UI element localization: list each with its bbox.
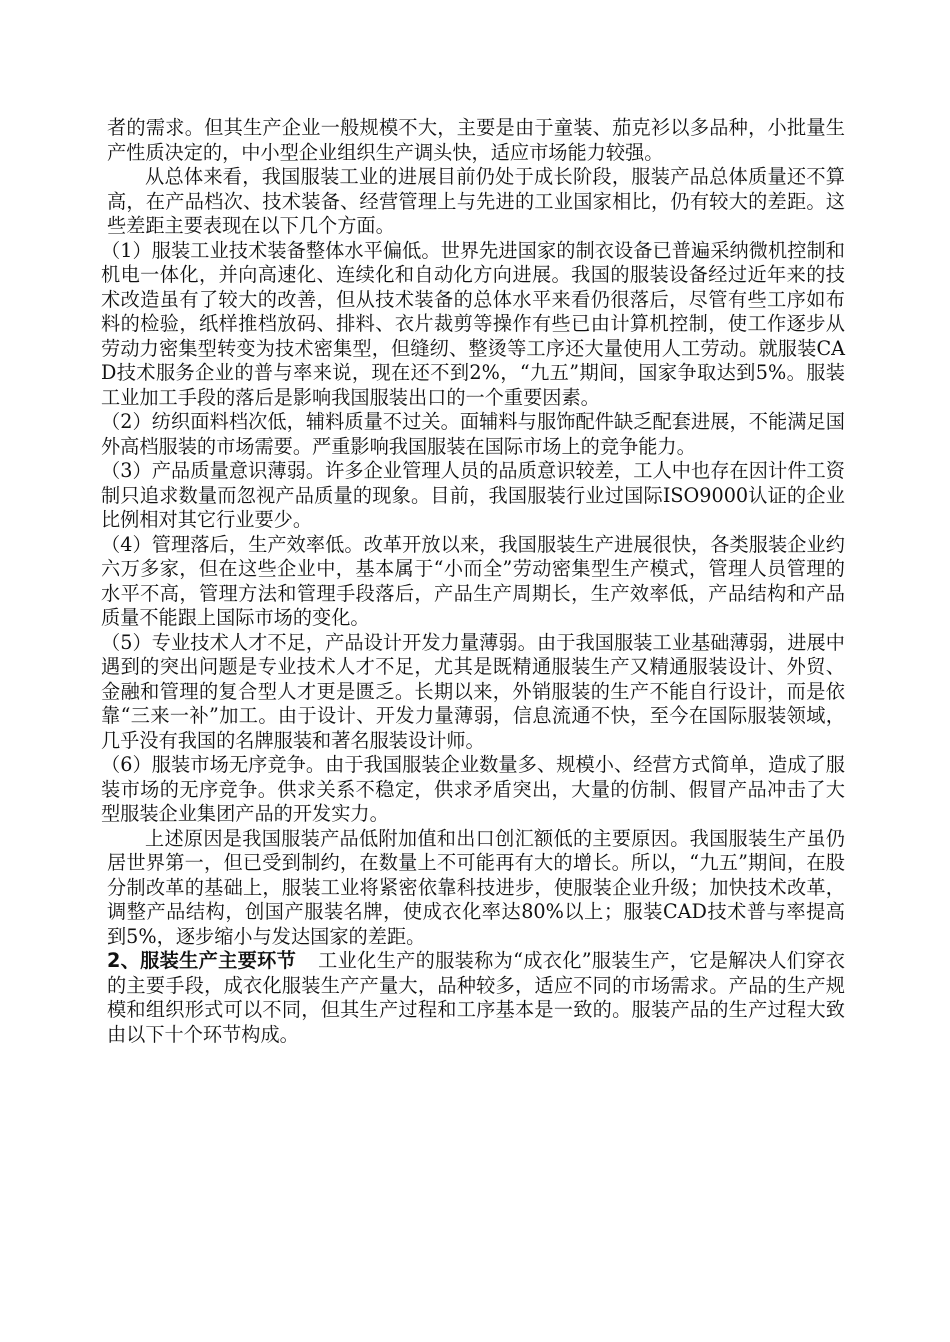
list-item-market: （6）服装市场无序竞争。由于我国服装企业数量多、规模小、经营方式简单，造成了服装市场的无序竞争。供求关系不稳定，供求矛盾突出，大量的仿制、假冒产品冲击了大型服装企业集团产品的开发实力。 bbox=[101, 753, 845, 825]
list-item-quality: （3）产品质量意识薄弱。许多企业管理人员的品质意识较差，工人中也存在因计件工资制只追求数量而忽视产品质量的现象。目前，我国服装行业过国际ISO9000认证的企业比例相对其它行业要少。 bbox=[101, 459, 845, 531]
section-body: 工业化生产的服装称为“成衣化”服装生产，它是解决人们穿衣的主要手段，成衣化服装生产产量大，品种较多，适应不同的市场需求。产品的生产规模和组织形式可以不同，但其生产过程和工序基本是一致的。服装产品的生产过程大致由以下十个环节构成。 bbox=[107, 949, 845, 1046]
list-item-equipment: （1）服装工业技术装备整体水平偏低。世界先进国家的制衣设备已普遍采纳微机控制和机电一体化，并向高速化、连续化和自动化方向进展。我国的服装设备经过近年来的技术改造虽有了较大的改善，但从技术装备的总体水平来看仍很落后，尽管有些工序如布料的检验，纸样推档放码、排料、衣片裁剪等操作有些已由计算机控制，使工作逐步从劳动力密集型转变为技术密集型，但缝纫、整烫等工序还大量使用人工劳动。就服装CAD技术服务企业的普与率来说，现在还不到2%，“九五”期间，国家争取达到5%。服装工业加工手段的落后是影响我国服装出口的一个重要因素。 bbox=[101, 238, 845, 409]
section-production-steps bbox=[107, 949, 845, 1047]
list-item-management: （4）管理落后，生产效率低。改革开放以来，我国服装生产进展很快，各类服装企业约六万多家，但在这些企业中，基本属于“小而全”劳动密集型生产模式，管理人员管理的水平不高，管理方法和管理手段落后，产品生产周期长，生产效率低，产品结构和产品质量不能跟上国际市场的变化。 bbox=[101, 532, 845, 629]
section-heading: 2、服装生产主要环节 bbox=[107, 949, 297, 972]
paragraph-intro-continuation: 者的需求。但其生产企业一般规模不大，主要是由于童装、茄克衫以多品种，小批量生产性质决定的，中小型企业组织生产调头快，适应市场能力较强。 bbox=[107, 116, 845, 164]
paragraph-overall-view: 从总体来看，我国服装工业的进展目前仍处于成长阶段，服装产品总体质量还不算高，在产品档次、技术装备、经营管理上与先进的工业国家相比，仍有较大的差距。这些差距主要表现在以下几个方面。 bbox=[107, 165, 845, 237]
paragraph-summary: 上述原因是我国服装产品低附加值和出口创汇额低的主要原因。我国服装生产虽仍居世界第一，但已受到制约，在数量上不可能再有大的增长。所以，“九五”期间，在股分制改革的基础上，服装工业将紧密依靠科技进步，使服装企业升级；加快技术改革，调整产品结构，创国产服装名牌，使成衣化率达80%以上；服装CAD技术普与率提高到5%，逐步缩小与发达国家的差距。 bbox=[107, 826, 845, 948]
list-item-fabric: （2）纺织面料档次低，辅料质量不过关。面辅料与服饰配件缺乏配套进展，不能满足国外高档服装的市场需要。严重影响我国服装在国际市场上的竞争能力。 bbox=[101, 410, 845, 458]
list-item-talent: （5）专业技术人才不足，产品设计开发力量薄弱。由于我国服装工业基础薄弱，进展中遇到的突出问题是专业技术人才不足，尤其是既精通服装生产又精通服装设计、外贸、金融和管理的复合型人才更是匮乏。长期以来，外销服装的生产不能自行设计，而是依靠“三来一补”加工。由于设计、开发力量薄弱，信息流通不快，至今在国际服装领域，几乎没有我国的名牌服装和著名服装设计师。 bbox=[101, 630, 845, 752]
document-page bbox=[101, 116, 845, 1047]
